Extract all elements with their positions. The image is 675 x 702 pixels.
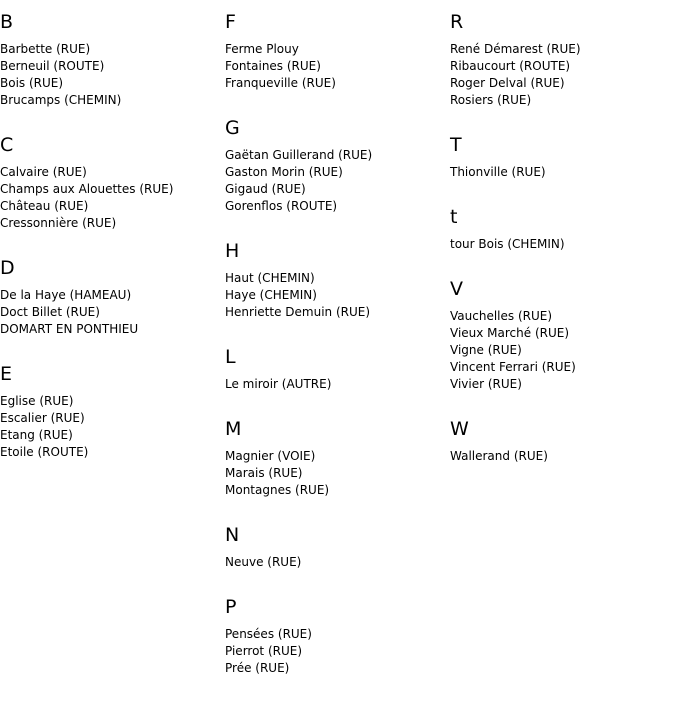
- letter-heading: G: [225, 117, 240, 139]
- street-column-2: [225, 11, 445, 702]
- letter-heading: C: [0, 134, 14, 156]
- street-link[interactable]: Haut (CHEMIN): [225, 271, 315, 285]
- street-link[interactable]: Pensées (RUE): [225, 627, 312, 641]
- street-link[interactable]: tour Bois (CHEMIN): [450, 237, 565, 251]
- street-column-3: [450, 11, 670, 490]
- letter-heading: V: [450, 278, 463, 300]
- street-link[interactable]: Etang (RUE): [0, 428, 73, 442]
- street-link[interactable]: Ribaucourt (ROUTE): [450, 59, 571, 73]
- street-link[interactable]: Montagnes (RUE): [225, 483, 330, 497]
- street-link[interactable]: Vauchelles (RUE): [450, 309, 553, 323]
- letter-heading: F: [225, 11, 236, 33]
- letter-group: [0, 363, 220, 461]
- street-link[interactable]: Vigne (RUE): [450, 343, 522, 357]
- street-link[interactable]: Château (RUE): [0, 199, 89, 213]
- street-link[interactable]: Doct Billet (RUE): [0, 305, 100, 319]
- letter-group: [450, 11, 670, 109]
- letter-group: [225, 240, 445, 321]
- street-link[interactable]: Roger Delval (RUE): [450, 76, 565, 90]
- letter-heading: L: [225, 346, 236, 368]
- street-link[interactable]: Haye (CHEMIN): [225, 288, 317, 302]
- street-link[interactable]: Barbette (RUE): [0, 42, 91, 56]
- letter-heading: P: [225, 596, 237, 618]
- letter-group: [225, 524, 445, 571]
- street-link[interactable]: Bois (RUE): [0, 76, 64, 90]
- street-link[interactable]: Eglise (RUE): [0, 394, 74, 408]
- street-link[interactable]: De la Haye (HAMEAU): [0, 288, 132, 302]
- letter-heading: M: [225, 418, 242, 440]
- letter-heading: N: [225, 524, 240, 546]
- street-link[interactable]: Thionville (RUE): [450, 165, 546, 179]
- letter-heading: T: [450, 134, 462, 156]
- street-link[interactable]: Vieux Marché (RUE): [450, 326, 570, 340]
- letter-group: [450, 206, 670, 253]
- street-link[interactable]: Gaëtan Guillerand (RUE): [225, 148, 373, 162]
- street-link[interactable]: Fontaines (RUE): [225, 59, 321, 73]
- street-link[interactable]: Brucamps (CHEMIN): [0, 93, 122, 107]
- street-link[interactable]: Rosiers (RUE): [450, 93, 532, 107]
- letter-group: [0, 11, 220, 109]
- street-link[interactable]: Gaston Morin (RUE): [225, 165, 343, 179]
- street-link[interactable]: Prée (RUE): [225, 661, 290, 675]
- letter-group: [225, 346, 445, 393]
- letter-group: [450, 418, 670, 465]
- letter-heading: D: [0, 257, 15, 279]
- street-link[interactable]: Gigaud (RUE): [225, 182, 306, 196]
- street-column-1: [0, 11, 220, 486]
- street-link[interactable]: René Démarest (RUE): [450, 42, 581, 56]
- letter-group: [225, 11, 445, 92]
- street-link[interactable]: Champs aux Alouettes (RUE): [0, 182, 174, 196]
- street-link[interactable]: Wallerand (RUE): [450, 449, 548, 463]
- street-link[interactable]: Gorenflos (ROUTE): [225, 199, 338, 213]
- letter-group: [0, 257, 220, 338]
- street-link[interactable]: DOMART EN PONTHIEU: [0, 322, 139, 336]
- street-link[interactable]: Magnier (VOIE): [225, 449, 316, 463]
- letter-heading: W: [450, 418, 469, 440]
- letter-heading: H: [225, 240, 240, 262]
- street-link[interactable]: Henriette Demuin (RUE): [225, 305, 371, 319]
- letter-group: [225, 117, 445, 215]
- letter-heading: B: [0, 11, 14, 33]
- street-link[interactable]: Etoile (ROUTE): [0, 445, 89, 459]
- street-link[interactable]: Neuve (RUE): [225, 555, 302, 569]
- letter-group: [225, 418, 445, 499]
- street-link[interactable]: Franqueville (RUE): [225, 76, 336, 90]
- street-link[interactable]: Cressonnière (RUE): [0, 216, 117, 230]
- street-link[interactable]: Calvaire (RUE): [0, 165, 87, 179]
- letter-group: [450, 134, 670, 181]
- street-link[interactable]: Vivier (RUE): [450, 377, 522, 391]
- letter-heading: E: [0, 363, 13, 385]
- letter-group: [0, 134, 220, 232]
- street-link[interactable]: Pierrot (RUE): [225, 644, 303, 658]
- street-link[interactable]: Berneuil (ROUTE): [0, 59, 105, 73]
- letter-group: [225, 596, 445, 677]
- street-link[interactable]: Marais (RUE): [225, 466, 303, 480]
- street-link[interactable]: Ferme Plouy: [225, 42, 299, 56]
- street-link[interactable]: Vincent Ferrari (RUE): [450, 360, 576, 374]
- street-link[interactable]: Escalier (RUE): [0, 411, 85, 425]
- street-link[interactable]: Le miroir (AUTRE): [225, 377, 332, 391]
- letter-heading: R: [450, 11, 464, 33]
- letter-heading: t: [450, 206, 458, 228]
- letter-group: [450, 278, 670, 393]
